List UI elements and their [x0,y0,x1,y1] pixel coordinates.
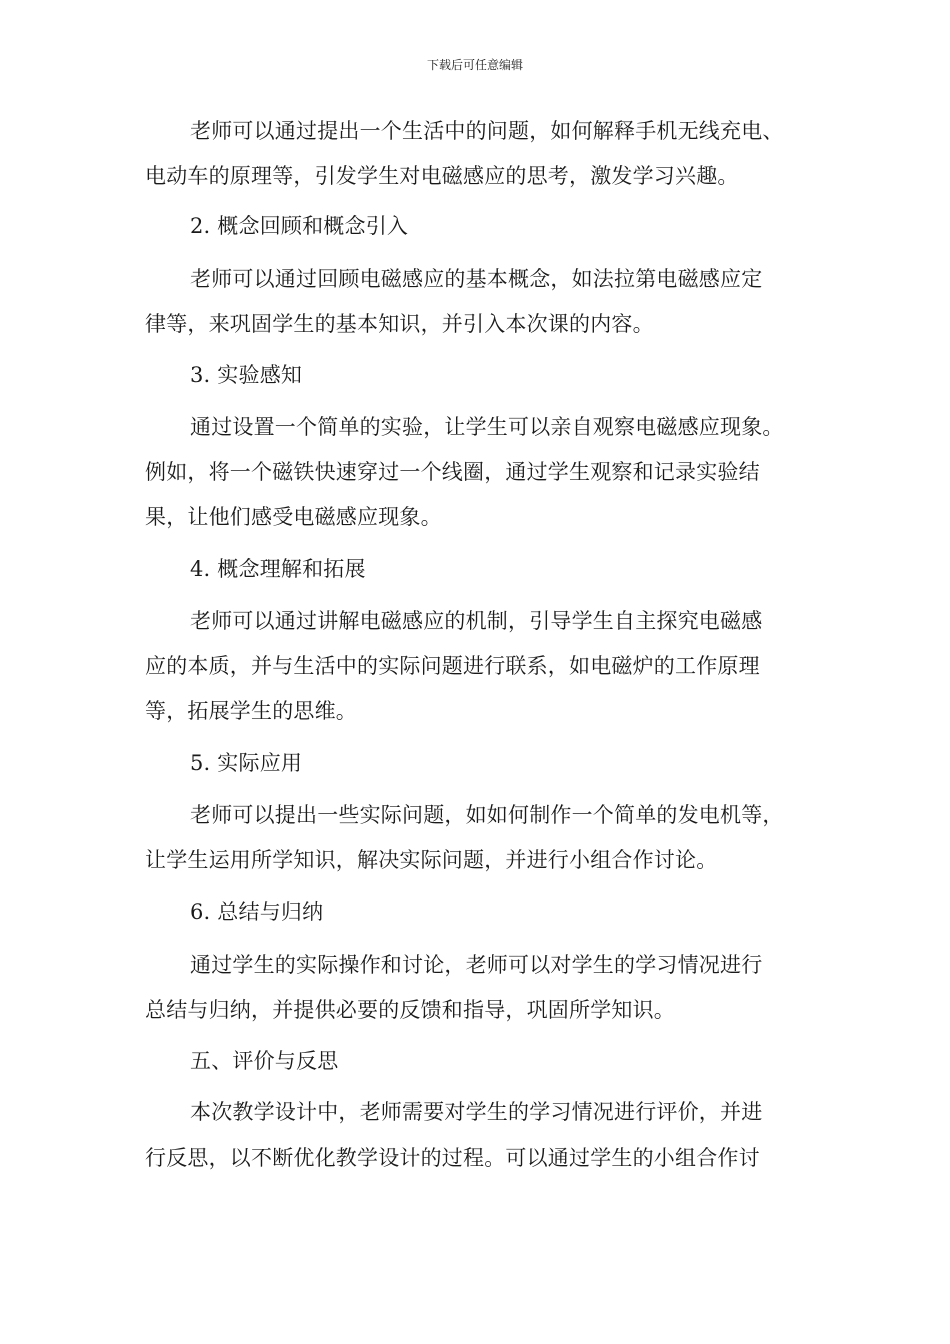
paragraph-line: 律等，来巩固学生的基本知识，并引入本次课的内容。 [145,312,654,336]
section-heading: 3. 实验感知 [190,363,303,387]
paragraph-line: 通过设置一个简单的实验，让学生可以亲自观察电磁感应现象。 [190,415,784,439]
paragraph-line: 老师可以通过讲解电磁感应的机制，引导学生自主探究电磁感 [190,609,763,633]
paragraph-line: 老师可以通过提出一个生活中的问题，如何解释手机无线充电、 [190,119,784,143]
paragraph-line: 通过学生的实际操作和讨论，老师可以对学生的学习情况进行 [190,953,763,977]
paragraph-line: 行反思，以不断优化教学设计的过程。可以通过学生的小组合作讨 [145,1146,760,1170]
paragraph-line: 等，拓展学生的思维。 [145,699,357,723]
paragraph-line: 应的本质，并与生活中的实际问题进行联系，如电磁炉的工作原理 [145,654,760,678]
paragraph-line: 果，让他们感受电磁感应现象。 [145,505,442,529]
section-heading: 2. 概念回顾和概念引入 [190,214,409,238]
paragraph-line: 老师可以提出一些实际问题，如如何制作一个简单的发电机等， [190,803,784,827]
paragraph-line: 总结与归纳，并提供必要的反馈和指导，巩固所学知识。 [145,998,675,1022]
paragraph-line: 让学生运用所学知识，解决实际问题，并进行小组合作讨论。 [145,848,718,872]
section-heading: 五、评价与反思 [190,1049,339,1073]
page-header: 下载后可任意编辑 [426,58,523,72]
paragraph-line: 例如，将一个磁铁快速穿过一个线圈，通过学生观察和记录实验结 [145,460,760,484]
section-heading: 5. 实际应用 [190,751,303,775]
section-heading: 6. 总结与归纳 [190,900,324,924]
section-heading: 4. 概念理解和拓展 [190,557,366,581]
paragraph-line: 电动车的原理等，引发学生对电磁感应的思考，激发学习兴趣。 [145,164,739,188]
paragraph-line: 本次教学设计中，老师需要对学生的学习情况进行评价，并进 [190,1100,763,1124]
paragraph-line: 老师可以通过回顾电磁感应的基本概念，如法拉第电磁感应定 [190,267,763,291]
